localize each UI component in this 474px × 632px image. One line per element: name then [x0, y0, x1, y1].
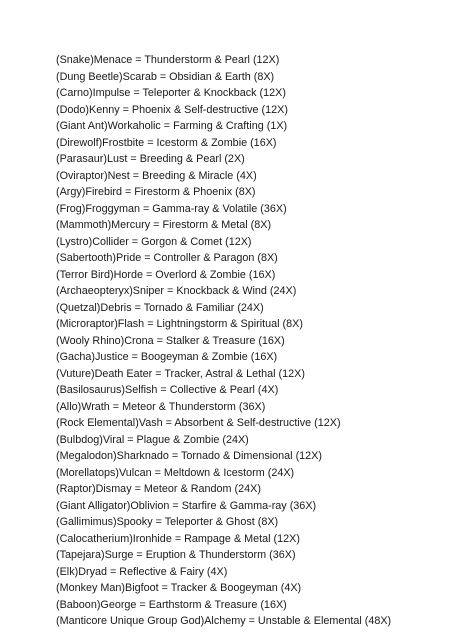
text-line: (Parasaur)Lust = Breeding & Pearl (2X)	[56, 153, 245, 165]
text-line: (Baboon)George = Earthstorm & Treasure (16X)	[56, 598, 287, 611]
text-line: (Wooly Rhino)Crona = Stalker & Treasure (16X)	[56, 334, 285, 347]
text-line: (Sabertooth)Pride = Controller & Paragon (8X)	[56, 252, 278, 264]
text-line: (Manticore Unique Group God)Alchemy = Unstable & Elemental (48X)	[56, 615, 392, 627]
text-line: (Rock Elemental)Vash = Absorbent & Self-destructive (12X)	[56, 417, 341, 429]
text-line: (Snake)Menace = Thunderstorm & Pearl (12X)	[56, 54, 280, 66]
text-line: (Giant Ant)Workaholic = Farming & Crafting (1X)	[56, 120, 288, 132]
text-line: (Dodo)Kenny = Phoenix & Self-destructive (12X)	[56, 103, 288, 116]
text-line: (Elk)Dryad = Reflective & Fairy (4X)	[56, 565, 228, 578]
text-line: (Gacha)Justice = Boogeyman & Zombie (16X)	[56, 351, 278, 363]
text-line: (Oviraptor)Nest = Breeding & Miracle (4X)	[56, 169, 257, 182]
text-line: (Megalodon)Sharknado = Tornado & Dimensional (12X)	[56, 450, 322, 462]
text-line: (Basilosaurus)Selfish = Collective & Pearl (4X)	[56, 384, 279, 396]
text-line: (Raptor)Dismay = Meteor & Random (24X)	[56, 483, 261, 495]
text-line: (Dung Beetle)Scarab = Obsidian & Earth (8X)	[56, 70, 275, 83]
text-line: (Direwolf)Frostbite = Icestorm & Zombie (16X)	[56, 136, 277, 149]
text-line: (Calocatherium)Ironhide = Rampage & Metal (12X)	[56, 532, 300, 545]
text-line: (Frog)Froggyman = Gamma-ray & Volatile (36X)	[56, 202, 287, 215]
text-line: (Giant Alligator)Oblivion = Starfire & Gamma-ray (36X)	[56, 499, 317, 512]
text-line: (Terror Bird)Horde = Overlord & Zombie (16X)	[56, 268, 276, 281]
text-line: (Quetzal)Debris = Tornado & Familiar (24X)	[56, 301, 264, 314]
text-line: (Tapejara)Surge = Eruption & Thunderstorm (36X)	[56, 549, 296, 561]
text-line: (Gallimimus)Spooky = Teleporter & Ghost (8X)	[56, 516, 279, 528]
text-line: (Monkey Man)Bigfoot = Tracker & Boogeyman (4X)	[56, 582, 302, 594]
text-line: (Morellatops)Vulcan = Meltdown & Icestorm (24X)	[56, 466, 295, 479]
text-line: (Carno)Impulse = Teleporter & Knockback (12X)	[56, 87, 286, 99]
text-line: (Argy)Firebird = Firestorm & Phoenix (8X)	[56, 186, 256, 198]
text-line: (Microraptor)Flash = Lightningstorm & Spiritual (8X)	[56, 318, 303, 330]
text-line: (Lystro)Collider = Gorgon & Comet (12X)	[56, 235, 252, 248]
text-block	[56, 52, 466, 630]
text-line: (Vuture)Death Eater = Tracker, Astral & Lethal (12X)	[56, 367, 305, 380]
text-line: (Allo)Wrath = Meteor & Thunderstorm (36X)	[56, 400, 266, 413]
text-line: (Archaeopteryx)Sniper = Knockback & Wind (24X)	[56, 285, 297, 297]
text-line: (Mammoth)Mercury = Firestorm & Metal (8X)	[56, 219, 272, 231]
text-line: (Bulbdog)Viral = Plague & Zombie (24X)	[56, 433, 249, 446]
